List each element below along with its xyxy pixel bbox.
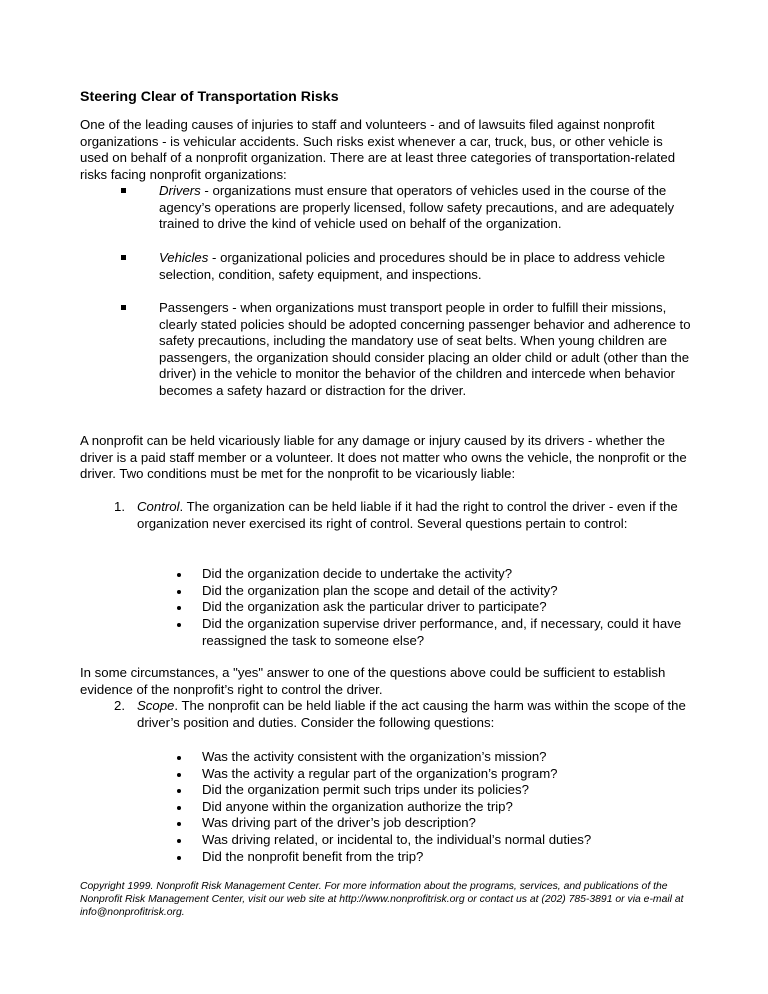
round-bullet-icon — [177, 839, 181, 843]
round-bullet-icon — [177, 856, 181, 860]
round-bullet-icon — [177, 773, 181, 777]
liability-paragraph: A nonprofit can be held vicariously liable for any damage or injury caused by its drivers - whether the driver is a paid staff member or a volunteer. It does not matter who owns the vehicle, the nonprofit or the driver. Two conditions must be met for the nonprofit to be vicariously liable: — [80, 433, 687, 482]
category-description: Passengers - when organizations must transport people in order to fulfill their missions, clearly stated policies should be adopted concerning passenger behavior and adherence to safety precautions, including the mandatory use of seat belts. When young children are passengers, the organization should consider placing an older child or adult (other than the driver) in the vehicle to monitor the behavior of the children and intercede when behavior becomes a safety hazard or distraction for the driver. — [159, 300, 691, 398]
category-description: - organizations must ensure that operators of vehicles used in the course of the agency’s operations are properly licensed, follow safety precautions, and are adequately trained to drive the kind of vehicle used on behalf of the organization. — [159, 183, 675, 232]
condition-number: 2. — [114, 698, 125, 713]
control-question: Did the organization decide to undertake the activity? — [202, 566, 513, 581]
square-bullet-icon — [121, 305, 126, 310]
page-title: Steering Clear of Transportation Risks — [80, 89, 339, 105]
scope-question: Did the nonprofit benefit from the trip? — [202, 849, 424, 864]
round-bullet-icon — [177, 789, 181, 793]
scope-question: Was the activity consistent with the organization’s mission? — [202, 749, 547, 764]
condition-term: Control — [137, 499, 180, 514]
scope-question: Did anyone within the organization authorize the trip? — [202, 799, 513, 814]
square-bullet-icon — [121, 188, 126, 193]
scope-question: Was driving part of the driver’s job description? — [202, 815, 476, 830]
round-bullet-icon — [177, 806, 181, 810]
condition-scope — [137, 698, 697, 731]
scope-question: Did the organization permit such trips under its policies? — [202, 782, 529, 797]
category-term: Vehicles — [159, 250, 209, 265]
copyright-footer: Copyright 1999. Nonprofit Risk Management Center. For more information about the programs, services, and publications of the Nonprofit Risk Management Center, visit our web site at http://www.nonprofitrisk.org or contact us at (202) 785-3891 or via e-mail at info@nonprofitrisk.org. — [80, 881, 684, 919]
category-item-drivers — [159, 183, 699, 233]
round-bullet-icon — [177, 606, 181, 610]
control-question: Did the organization supervise driver performance, and, if necessary, could it have reassigned the task to someone else? — [202, 616, 682, 648]
category-term: Drivers — [159, 183, 201, 198]
round-bullet-icon — [177, 623, 181, 627]
condition-control — [137, 499, 697, 532]
round-bullet-icon — [177, 822, 181, 826]
condition-number: 1. — [114, 499, 125, 514]
condition-term: Scope — [137, 698, 175, 713]
control-question: Did the organization ask the particular driver to participate? — [202, 599, 547, 614]
round-bullet-icon — [177, 590, 181, 594]
condition-description: . The nonprofit can be held liable if the act causing the harm was within the scope of the driver’s position and duties. Consider the following questions: — [137, 698, 686, 730]
category-item-vehicles — [159, 250, 699, 283]
scope-question: Was the activity a regular part of the organization’s program? — [202, 766, 558, 781]
category-description: - organizational policies and procedures should be in place to address vehicle selection, condition, safety equipment, and inspections. — [159, 250, 666, 282]
category-item-passengers — [159, 300, 699, 400]
round-bullet-icon — [177, 573, 181, 577]
scope-question: Was driving related, or incidental to, the individual’s normal duties? — [202, 832, 592, 847]
control-question: Did the organization plan the scope and detail of the activity? — [202, 583, 558, 598]
control-summary-paragraph: In some circumstances, a "yes" answer to one of the questions above could be sufficient to establish evidence of the nonprofit’s right to control the driver. — [80, 665, 666, 697]
intro-paragraph: One of the leading causes of injuries to staff and volunteers - and of lawsuits filed against nonprofit organizations - is vehicular accidents. Such risks exist whenever a car, truck, bus, or other vehicle is used on behalf of a nonprofit organization. There are at least three categories of transportation-related risks facing nonprofit organizations: — [80, 117, 676, 182]
round-bullet-icon — [177, 756, 181, 760]
condition-description: . The organization can be held liable if it had the right to control the driver - even if the organization never exercised its right of control. Several questions pertain to control: — [137, 499, 678, 531]
square-bullet-icon — [121, 255, 126, 260]
